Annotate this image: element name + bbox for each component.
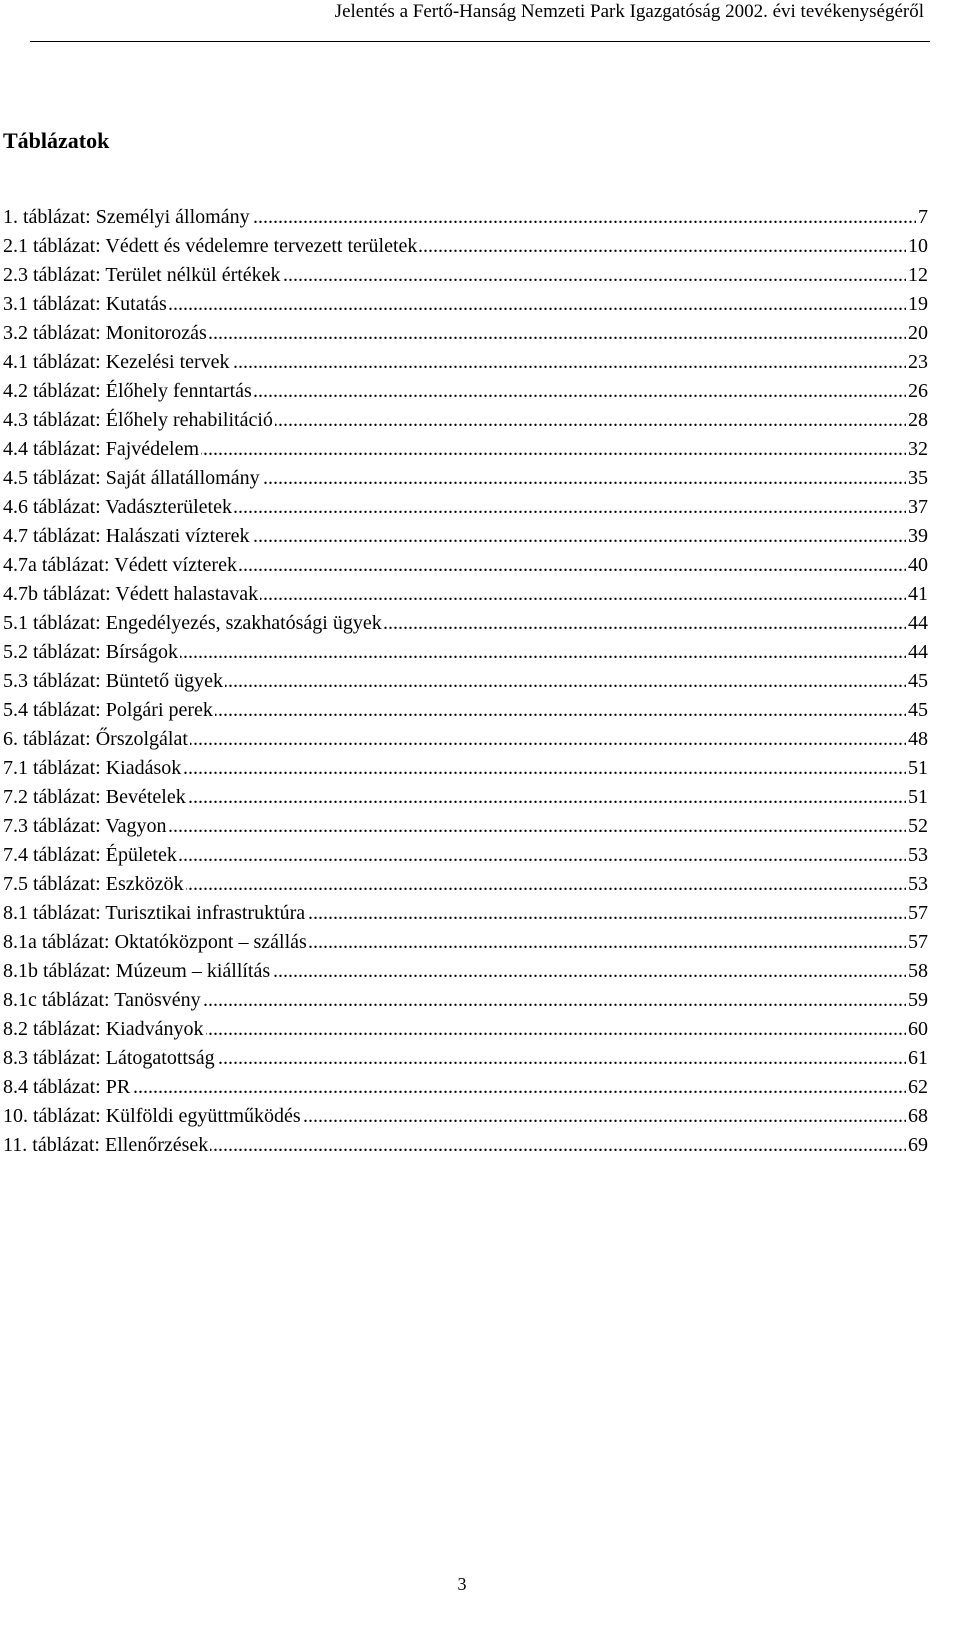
toc-entry-page: 53 bbox=[906, 870, 928, 899]
toc-entry[interactable] bbox=[3, 348, 928, 377]
toc-entry-page: 58 bbox=[906, 957, 928, 986]
toc-entry-label: 2.3 táblázat: Terület nélkül értékek bbox=[3, 261, 283, 290]
toc-entry[interactable] bbox=[3, 1131, 928, 1160]
toc-entry[interactable] bbox=[3, 580, 928, 609]
toc-entry-page: 44 bbox=[906, 609, 928, 638]
toc-entry[interactable] bbox=[3, 667, 928, 696]
toc-entry-label: 5.2 táblázat: Bírságok bbox=[3, 638, 180, 667]
toc-entry[interactable] bbox=[3, 493, 928, 522]
toc-entry-label: 4.1 táblázat: Kezelési tervek bbox=[3, 348, 232, 377]
toc-entry[interactable] bbox=[3, 290, 928, 319]
toc-entry-page: 45 bbox=[906, 696, 928, 725]
toc-entry[interactable] bbox=[3, 928, 928, 957]
toc-entry[interactable] bbox=[3, 435, 928, 464]
toc-entry[interactable] bbox=[3, 319, 928, 348]
toc-entry[interactable] bbox=[3, 783, 928, 812]
toc-entry[interactable] bbox=[3, 754, 928, 783]
toc-entry-page: 35 bbox=[906, 464, 928, 493]
toc-entry[interactable] bbox=[3, 696, 928, 725]
dot-leader bbox=[3, 1073, 928, 1102]
toc-entry-label: 4.7 táblázat: Halászati vízterek bbox=[3, 522, 252, 551]
toc-entry-label: 3.2 táblázat: Monitorozás bbox=[3, 319, 209, 348]
toc-entry-page: 10 bbox=[906, 232, 928, 261]
toc-entry[interactable] bbox=[3, 1044, 928, 1073]
toc-entry-page: 41 bbox=[906, 580, 928, 609]
toc-entry-page: 7 bbox=[916, 203, 928, 232]
toc-entry-label: 7.5 táblázat: Eszközök bbox=[3, 870, 186, 899]
running-header bbox=[30, 0, 930, 42]
toc-entry-label: 2.1 táblázat: Védett és védelemre tervezett területek bbox=[3, 232, 419, 261]
toc-entry[interactable] bbox=[3, 725, 928, 754]
toc-entry-page: 40 bbox=[906, 551, 928, 580]
toc-entry-label: 3.1 táblázat: Kutatás bbox=[3, 290, 169, 319]
toc-entry[interactable] bbox=[3, 841, 928, 870]
toc-entry-label: 7.3 táblázat: Vagyon bbox=[3, 812, 168, 841]
toc-entry[interactable] bbox=[3, 464, 928, 493]
toc-entry[interactable] bbox=[3, 406, 928, 435]
toc-entry-page: 20 bbox=[906, 319, 928, 348]
toc-entry[interactable] bbox=[3, 261, 928, 290]
toc-entry-label: 4.7b táblázat: Védett halastavak bbox=[3, 580, 260, 609]
toc-entry-page: 12 bbox=[906, 261, 928, 290]
toc-entry-page: 53 bbox=[906, 841, 928, 870]
toc-entry[interactable] bbox=[3, 522, 928, 551]
toc-entry-page: 59 bbox=[906, 986, 928, 1015]
toc-entry[interactable] bbox=[3, 232, 928, 261]
toc-entry-page: 51 bbox=[906, 754, 928, 783]
toc-entry-page: 51 bbox=[906, 783, 928, 812]
toc-entry-page: 60 bbox=[906, 1015, 928, 1044]
toc-entry[interactable] bbox=[3, 377, 928, 406]
toc-entry-label: 7.2 táblázat: Bevételek bbox=[3, 783, 188, 812]
toc-entry-label: 8.2 táblázat: Kiadványok bbox=[3, 1015, 206, 1044]
toc-entry-label: 8.1c táblázat: Tanösvény bbox=[3, 986, 203, 1015]
toc-entry-label: 4.3 táblázat: Élőhely rehabilitáció bbox=[3, 406, 275, 435]
toc-entry[interactable] bbox=[3, 609, 928, 638]
toc-entry-page: 23 bbox=[906, 348, 928, 377]
toc-entry-label: 11. táblázat: Ellenőrzések bbox=[3, 1131, 210, 1160]
toc-entry-page: 68 bbox=[906, 1102, 928, 1131]
toc-entry-page: 69 bbox=[906, 1131, 928, 1160]
toc-entry-label: 4.4 táblázat: Fajvédelem bbox=[3, 435, 201, 464]
toc-entry-label: 6. táblázat: Őrszolgálat bbox=[3, 725, 190, 754]
toc-entry-page: 28 bbox=[906, 406, 928, 435]
toc-entry-label: 4.2 táblázat: Élőhely fenntartás bbox=[3, 377, 254, 406]
toc-entry-label: 7.1 táblázat: Kiadások bbox=[3, 754, 183, 783]
toc-entry[interactable] bbox=[3, 1015, 928, 1044]
toc-entry-label: 10. táblázat: Külföldi együttműködés bbox=[3, 1102, 303, 1131]
toc-entry-label: 4.5 táblázat: Saját állatállomány bbox=[3, 464, 262, 493]
toc-entry[interactable] bbox=[3, 1073, 928, 1102]
toc-entry[interactable] bbox=[3, 551, 928, 580]
toc-entry[interactable] bbox=[3, 899, 928, 928]
toc-entry-label: 1. táblázat: Személyi állomány bbox=[3, 203, 252, 232]
toc-entry-label: 5.1 táblázat: Engedélyezés, szakhatósági ügyek bbox=[3, 609, 384, 638]
toc-entry-page: 32 bbox=[906, 435, 928, 464]
toc-entry-page: 57 bbox=[906, 928, 928, 957]
toc-entry-page: 26 bbox=[906, 377, 928, 406]
toc-entry-page: 52 bbox=[906, 812, 928, 841]
running-header-text: Jelentés a Fertő-Hanság Nemzeti Park Igazgatóság 2002. évi tevékenységéről bbox=[334, 1, 924, 22]
toc-entry[interactable] bbox=[3, 812, 928, 841]
toc-entry-page: 61 bbox=[906, 1044, 928, 1073]
toc-entry-label: 4.6 táblázat: Vadászterületek bbox=[3, 493, 234, 522]
page-number: 3 bbox=[457, 1574, 467, 1594]
toc-entry-page: 37 bbox=[906, 493, 928, 522]
toc-entry-label: 8.1 táblázat: Turisztikai infrastruktúra bbox=[3, 899, 307, 928]
toc-entry-label: 8.3 táblázat: Látogatottság bbox=[3, 1044, 217, 1073]
toc-entry-label: 4.7a táblázat: Védett vízterek bbox=[3, 551, 239, 580]
toc-entry-page: 39 bbox=[906, 522, 928, 551]
toc-entry-page: 62 bbox=[906, 1073, 928, 1102]
toc-entry-page: 19 bbox=[906, 290, 928, 319]
toc-entry-page: 45 bbox=[906, 667, 928, 696]
toc-entry-label: 8.1a táblázat: Oktatóközpont – szállás bbox=[3, 928, 309, 957]
toc-entry-page: 48 bbox=[906, 725, 928, 754]
toc-entry-page: 44 bbox=[906, 638, 928, 667]
toc-entry[interactable] bbox=[3, 638, 928, 667]
toc-entry[interactable] bbox=[3, 1102, 928, 1131]
toc-entry-label: 7.4 táblázat: Épületek bbox=[3, 841, 179, 870]
toc-entry[interactable] bbox=[3, 986, 928, 1015]
toc-entry-page: 57 bbox=[906, 899, 928, 928]
toc-entry[interactable] bbox=[3, 957, 928, 986]
toc-entry-label: 5.4 táblázat: Polgári perek bbox=[3, 696, 215, 725]
section-title: Táblázatok bbox=[3, 128, 110, 153]
toc-entry-label: 8.4 táblázat: PR bbox=[3, 1073, 132, 1102]
toc-entry-label: 8.1b táblázat: Múzeum – kiállítás bbox=[3, 957, 272, 986]
toc-entry-label: 5.3 táblázat: Büntető ügyek bbox=[3, 667, 225, 696]
toc-entry[interactable] bbox=[3, 203, 928, 232]
table-of-tables bbox=[3, 203, 928, 1160]
toc-entry[interactable] bbox=[3, 870, 928, 899]
